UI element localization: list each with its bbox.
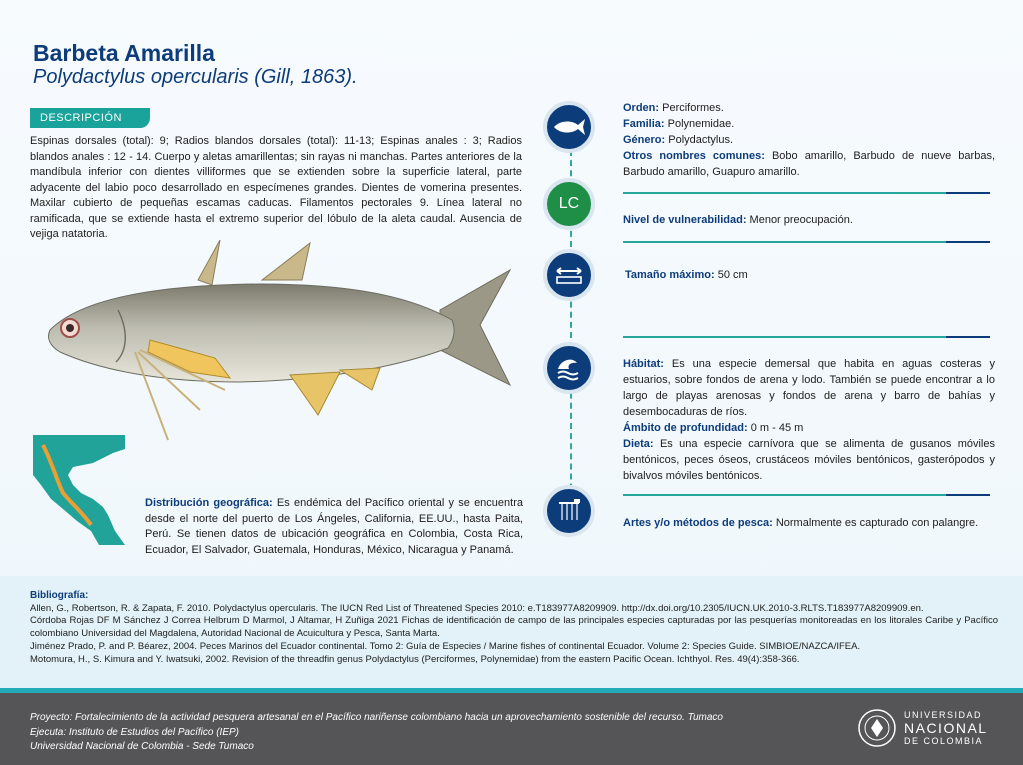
distribution-value: Es endémica del Pacífico oriental y se encuentra desde el norte del puerto de Los Ángeles, California, EE.UU., hasta Paita, Perú. Se tienen datos de ubicación geográfica en Colombia, Costa Rica, Ecuador, El Salvador, Guatemala, Honduras, México, Nicaragua y Panamá.: [145, 497, 523, 556]
footer-executor: Ejecuta: Instituto de Estudios del Pacífico (IEP): [30, 726, 239, 738]
footer-project: Proyecto: Fortalecimiento de la actividad pesquera artesanal en el Pacífico nariñense colombiano hacia un aprovechamiento sostenible del recurso. Tumaco: [30, 712, 723, 723]
vulnerability-label: Nivel de vulnerabilidad:: [623, 214, 747, 226]
bibliography-entry: Córdoba Rojas DF M Sánchez J Correa Helbrum D Marmol, J Altamar, H Zuñiga 2021 Fichas de identificación de campo de las principales especies capturadas por las pesquerías monitoreadas en los litorales Caribe y Pacífico colombiano Universidad del Magdalena, Autoridad Nacional de Acuicultura y Pesca, Santa Marta.: [30, 615, 998, 640]
fishing-value: Normalmente es capturado con palangre.: [772, 517, 979, 529]
habitat-value: Es una especie demersal que habita en aguas costeras y estuarios, sobre fondos de arena y lodo. También se puede encontrar a lo largo de playas arenosas y fondos de arena y barro de bahías y desembocaduras de ríos.: [623, 358, 995, 418]
distribution-label: Distribución geográfica:: [145, 497, 273, 509]
size-label: Tamaño máximo:: [625, 269, 715, 281]
bibliography-entry: Allen, G., Robertson, R. & Zapata, F. 2010. Polydactylus opercularis. The IUCN Red List of Threatened Species 2010: e.T183977A8209909. http://dx.doi.org/10.2305/IUCN.UK.2010-3.RLTS.T183977A8209909.en.: [30, 602, 924, 614]
orden-value: Perciformes.: [659, 102, 724, 114]
diet-value: Es una especie carnívora que se alimenta de gusanos móviles bentónicos, peces óseos, crustáceos móviles bentónicos, gasterópodos y bivalvos móviles bentónicos.: [623, 438, 995, 482]
logo-universidad: UNIVERSIDAD: [904, 710, 983, 720]
vulnerability-block: [623, 212, 995, 228]
genero-value: Polydactylus.: [665, 134, 734, 146]
otros-nombres-label: Otros nombres comunes:: [623, 150, 765, 162]
familia-label: Familia:: [623, 118, 665, 130]
university-logo: [857, 703, 1007, 755]
bibliography-entry: Jiménez Prado, P. and P. Béarez, 2004. Peces Marinos del Ecuador continental. Tomo 2: Guía de Especies / Marine fishes of continental Ecuador. Volume 2: Species Guide. SIMBIOE/NAZCA/IFEA.: [30, 640, 861, 652]
bibliography-title: Bibliografía:: [30, 590, 89, 601]
bibliography-entry: Motomura, H., S. Kimura and Y. Iwatsuki, 2002. Revision of the threadfin genus Polydactylus (Perciformes, Polynemidae) from the eastern Pacific Ocean. Ichthyol. Res. 49(4):358-366.: [30, 653, 800, 665]
ruler-icon: [543, 249, 595, 301]
divider: [623, 494, 990, 496]
taxonomy-block: [623, 100, 995, 180]
lc-badge: LC: [558, 195, 580, 212]
page-title: Barbeta Amarilla: [33, 40, 215, 66]
divider: [623, 241, 990, 243]
otros-nombres-value: Bobo amarillo, Barbudo de nueve barbas, Barbudo amarillo, Guapuro amarillo.: [623, 150, 995, 178]
university-seal-icon: [857, 703, 897, 753]
scientific-name: Polydactylus opercularis (Gill, 1863).: [33, 66, 358, 88]
vulnerability-value: Menor preocupación.: [746, 214, 853, 226]
size-value: 50 cm: [714, 269, 748, 281]
fish-icon: [543, 101, 595, 153]
habitat-label: Hábitat:: [623, 358, 664, 370]
footer: [0, 693, 1023, 765]
orden-label: Orden:: [623, 102, 660, 114]
depth-value: 0 m - 45 m: [747, 422, 804, 434]
wave-icon: [543, 342, 595, 394]
diet-label: Dieta:: [623, 438, 654, 450]
distribution-text: [145, 496, 523, 558]
lc-status-icon: [543, 178, 595, 230]
logo-de-colombia: DE COLOMBIA: [904, 736, 984, 746]
size-block: [625, 267, 997, 283]
familia-value: Polynemidae.: [664, 118, 735, 130]
distribution-map: [33, 435, 125, 545]
longline-icon: [543, 485, 595, 537]
logo-nacional: NACIONAL: [904, 720, 988, 736]
fishing-label: Artes y/o métodos de pesca:: [623, 517, 773, 529]
habitat-block: [623, 356, 995, 484]
genero-label: Género:: [623, 134, 666, 146]
divider: [623, 336, 990, 338]
fishing-block: [623, 515, 995, 531]
depth-label: Ámbito de profundidad:: [623, 422, 748, 434]
description-tag: DESCRIPCIÓN: [30, 108, 150, 128]
footer-university: Universidad Nacional de Colombia - Sede Tumaco: [30, 741, 254, 752]
divider: [623, 192, 990, 194]
fish-illustration: [40, 240, 530, 450]
description-text: Espinas dorsales (total): 9; Radios blandos dorsales (total): 11-13; Espinas anales : 3; Radios blandos anales : 12 - 14. Cuerpo y aletas amarillentas; sin rayas ni manchas. Partes anteriores de la mandíbula inferior con dientes villiformes que se extienden sobre la superficie lateral, parte adyacente del labio poco desarrollado en especímenes grandes. Dientes de vomerina presentes. Maxilar cubierto de pequeñas escamas caducas. Filamentos pectorales 9. Línea lateral no ramificada, que se extiende hasta el extremo superior del lóbulo de la aleta caudal. Ausencia de vejiga natatoria.: [30, 135, 522, 240]
bibliography-section: [0, 576, 1023, 688]
